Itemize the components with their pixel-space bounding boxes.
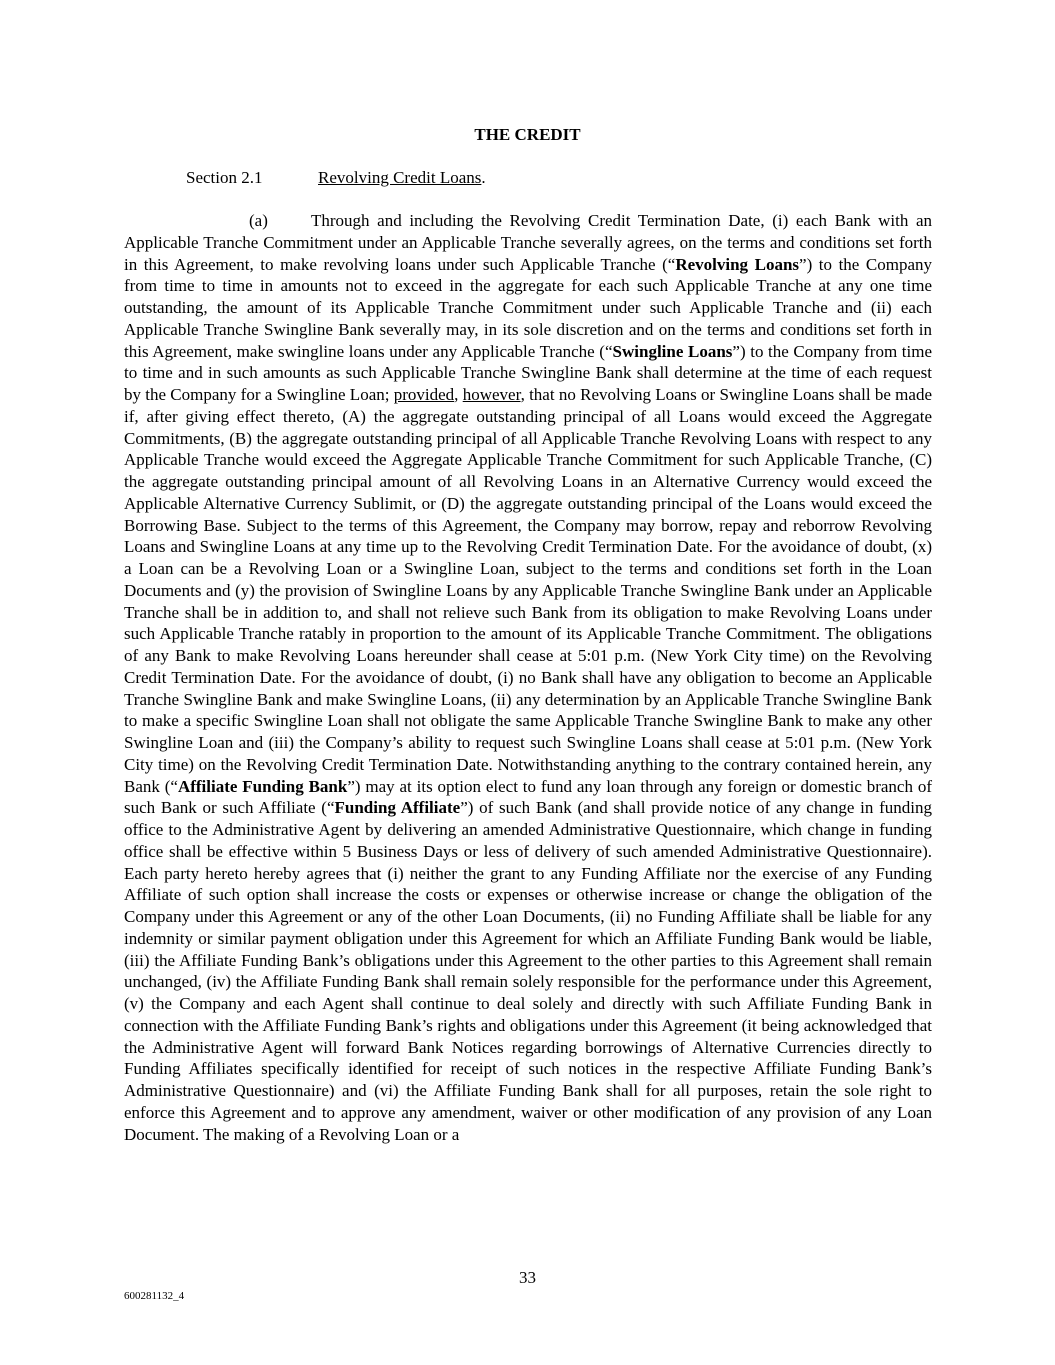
defined-term: Revolving Loans	[675, 254, 800, 274]
paragraph-text-segment: ”) to the Company from time to time in amounts not to exceed in the aggregate for each such Applicable Tranche at any one time outstanding, the amount of its Applicable Tranche Commitment under such Applicable Tranche and (ii) each Applicable Tranche Swingline Bank severally may, in its sole discretion and on the terms and conditions set forth in this Agreement, make swingline loans under any Applicable Tranche (“	[124, 254, 933, 361]
paragraph-content	[124, 211, 932, 1144]
paragraph-text-segment: ”) may at its option elect to fund any loan through any foreign or domestic branch of such Bank or such Affiliate (“	[124, 776, 932, 818]
section-body-paragraph	[124, 210, 932, 1145]
paragraph-text-segment: ,	[454, 385, 463, 404]
paragraph-text-segment: Through and including the Revolving Credit Termination Date, (i) each Bank with an Applicable Tranche Commitment under an Applicable Tranche severally agrees, on the terms and conditions set forth in this Agreement, to make revolving loans under such Applicable Tranche (“	[124, 211, 932, 274]
underlined-term: provided	[393, 385, 455, 404]
paragraph-text-segment: , that no Revolving Loans or Swingline Loans shall be made if, after giving effect thereto, (A) the aggregate outstanding principal of all Loans would exceed the Aggregate Commitments, (B) the aggregate outstanding principal of all Applicable Tranche Revolving Loans with respect to any Applicable Tranche would exceed the Aggregate Applicable Tranche Commitment for such Applicable Tranche, (C) the aggregate outstanding principal amount of all Revolving Loans in an Alternative Currency would exceed the Applicable Alternative Currency Sublimit, or (D) the aggregate outstanding principal of the Loans would exceed the Borrowing Base. Subject to the terms of this Agreement, the Company may borrow, repay and reborrow Revolving Loans and Swingline Loans at any time up to the Revolving Credit Termination Date. For the avoidance of doubt, (x) a Loan can be a Revolving Loan or a Swingline Loan, subject to the terms and conditions set forth in the Loan Documents and (y) the provision of Swingline Loans by any Applicable Tranche Swingline Bank under an Applicable Tranche shall be in addition to, and shall not relieve such Bank from its obligation to make Revolving Loans under such Applicable Tranche ratably in proportion to the amount of its Applicable Tranche Commitment. The obligations of any Bank to make Revolving Loans hereunder shall cease at 5:01 p.m. (New York City time) on the Revolving Credit Termination Date. For the avoidance of doubt, (i) no Bank shall have any obligation to become an Applicable Tranche Swingline Bank and make Swingline Loans, (ii) any determination by an Applicable Tranche Swingline Bank to make a specific Swingline Loan shall not obligate the same Applicable Tranche Swingline Bank to make any other Swingline Loan and (iii) the Company’s ability to request such Swingline Loans shall cease at 5:01 p.m. (New York City time) on the Revolving Credit Termination Date. Notwithstanding anything to the contrary contained herein, any Bank (“	[124, 385, 932, 796]
defined-term: Funding Affiliate	[334, 798, 461, 818]
document-id: 600281132_4	[124, 1290, 185, 1302]
section-title	[318, 168, 486, 187]
section-header	[186, 167, 486, 189]
paragraph-label: (a)	[249, 211, 268, 230]
defined-term: Swingline Loans	[612, 341, 733, 361]
defined-term: Affiliate Funding Bank	[177, 776, 348, 796]
article-heading: THE CREDIT	[474, 125, 581, 144]
section-title-period: .	[481, 168, 486, 187]
page-number: 33	[519, 1268, 536, 1287]
section-title-text: Revolving Credit Loans	[318, 168, 482, 187]
paragraph-text-segment: ”) to the Company from time to time and in such amounts as such Applicable Tranche Swingline Bank shall determine at the time of each request by the Company for a Swingline Loan;	[124, 341, 932, 404]
underlined-term: however	[462, 385, 521, 404]
paragraph-text-segment: ”) of such Bank (and shall provide notice of any change in funding office to the Administrative Agent by delivering an amended Administrative Questionnaire, which change in funding office shall be effective within 5 Business Days or less of delivery of such amended Administrative Questionnaire). Each party hereto hereby agrees that (i) neither the grant to any Funding Affiliate nor the exercise of any Funding Affiliate of such option shall increase the costs or expenses or otherwise increase or change the obligation of the Company under this Agreement or any of the other Loan Documents, (ii) no Funding Affiliate shall be liable for any indemnity or similar payment obligation under this Agreement for which an Affiliate Funding Bank would be liable, (iii) the Affiliate Funding Bank’s obligations under this Agreement to the other parties to this Agreement shall remain unchanged, (iv) the Affiliate Funding Bank shall remain solely responsible for the performance under this Agreement, (v) the Company and each Agent shall continue to deal solely and directly with such Affiliate Funding Bank in connection with the Affiliate Funding Bank’s rights and obligations under this Agreement (it being acknowledged that the Administrative Agent will forward Bank Notices regarding borrowings of Alternative Currencies directly to Funding Affiliates specifically identified for receipt of such notices in the respective Affiliate Funding Bank’s Administrative Questionnaire) and (vi) the Affiliate Funding Bank shall for all purposes, retain the sole right to enforce this Agreement and to approve any amendment, waiver or other modification of any provision of any Loan Document. The making of a Revolving Loan or a	[124, 798, 932, 1144]
section-number: Section 2.1	[186, 168, 263, 187]
